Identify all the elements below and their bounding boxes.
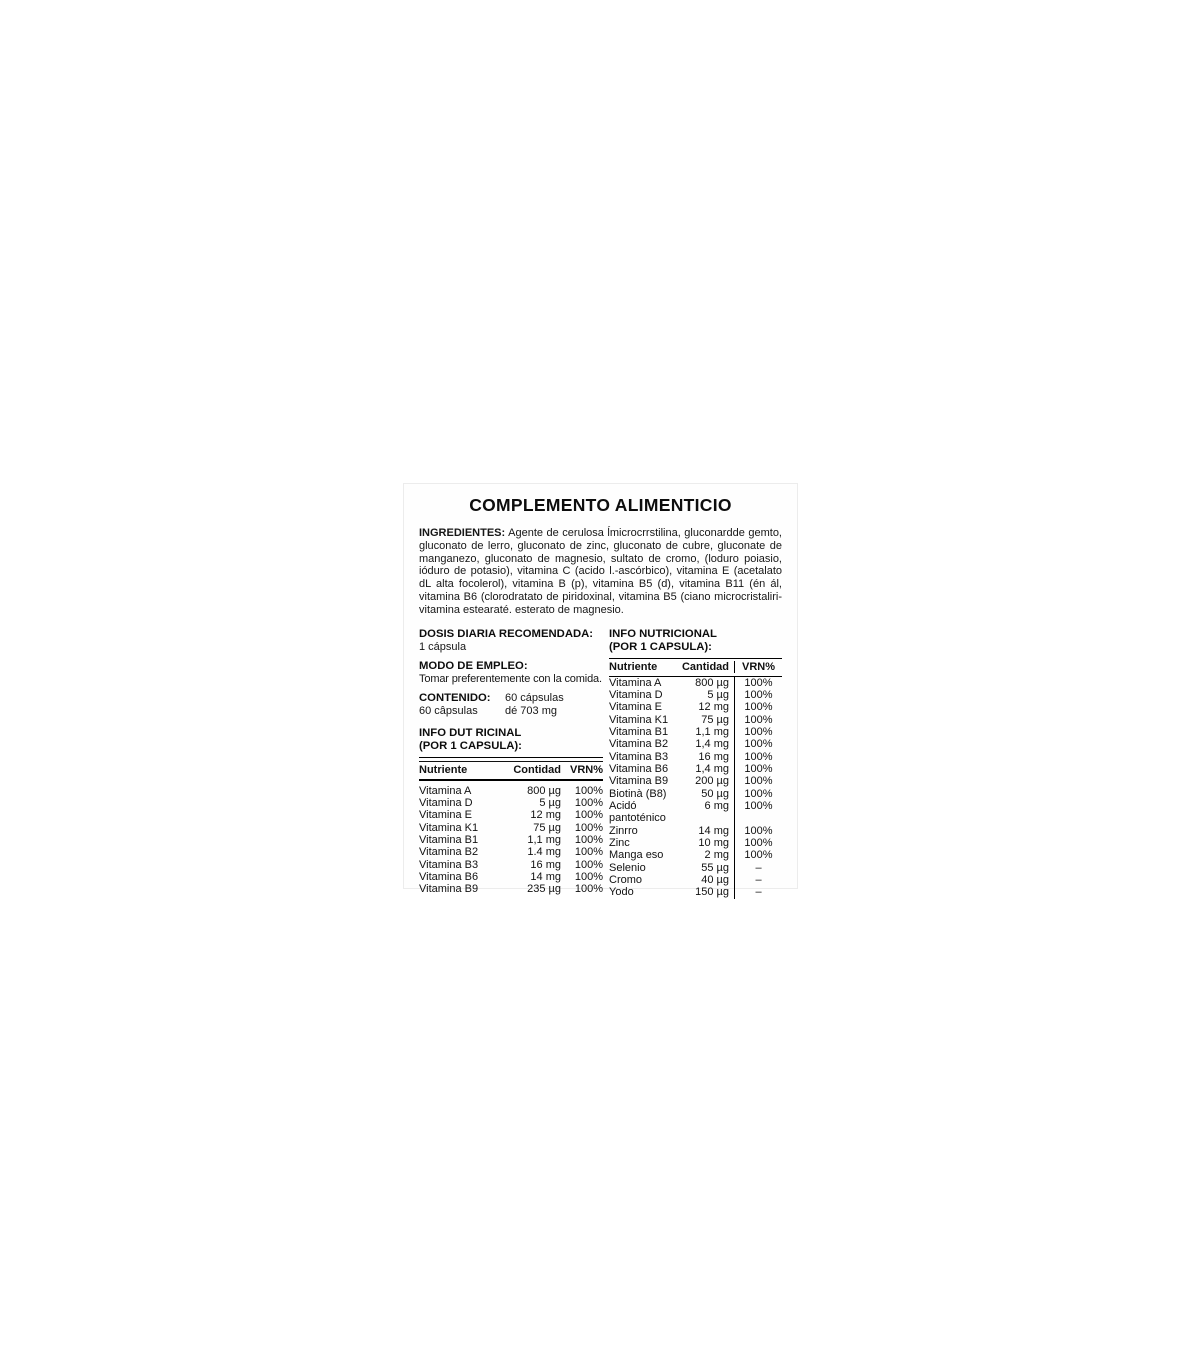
- nutrient-name: Acidó pantoténico: [609, 800, 666, 825]
- table-row: [609, 751, 782, 763]
- table-row: [609, 800, 782, 825]
- nutrient-amount: 1,4 mg: [695, 738, 729, 751]
- right-nutrition-table: [609, 628, 782, 899]
- nutrient-amount: 235 µg: [527, 883, 561, 896]
- table-row: [609, 775, 782, 787]
- nutrient-name: Vitamina B9: [609, 775, 669, 788]
- nutrient-name: Vitamina B3: [419, 858, 479, 871]
- nutrient-vrn: 100%: [734, 677, 782, 689]
- nutrient-amount: 12 mg: [698, 701, 729, 714]
- nutrient-name: Vitamina B2: [609, 738, 669, 751]
- nutrient-amount: 40 µg: [701, 874, 729, 887]
- nutrient-name: Vitamina B2: [419, 846, 479, 859]
- table-row: [419, 809, 603, 821]
- nutrient-amount: 1,1 mg: [695, 725, 729, 738]
- nutrient-vrn: 100%: [574, 858, 603, 871]
- header-cantidad: Cantidad: [681, 660, 729, 673]
- page-title: COMPLEMENTO ALIMENTICIO: [469, 495, 732, 515]
- nutrient-name: Cromo: [609, 874, 643, 887]
- nutrient-vrn: 100%: [734, 837, 782, 849]
- nutrient-vrn: 100%: [734, 763, 782, 775]
- table-header-row: [419, 762, 603, 781]
- nutrient-amount: 6 mg: [704, 800, 729, 813]
- nutrient-name: Vitamina B3: [609, 750, 669, 763]
- nutrient-vrn: 100%: [734, 825, 782, 837]
- contenido-block: [419, 692, 603, 718]
- nutrient-vrn: –: [734, 886, 782, 898]
- table-row: [419, 797, 603, 809]
- table-row: [419, 822, 603, 834]
- nutrient-amount: 16 mg: [698, 750, 729, 763]
- nutrient-name: Vitamina B9: [419, 883, 479, 896]
- nutrient-name: Biotinà (B8): [609, 787, 667, 800]
- left-nutrition-table: [419, 727, 603, 896]
- table-row: [609, 886, 782, 898]
- nutrient-vrn: 100%: [734, 714, 782, 726]
- ingredients-paragraph: [419, 527, 782, 617]
- right-table-body: [609, 677, 782, 899]
- table-row: [609, 825, 782, 837]
- nutrient-name: Vitamina B1: [419, 833, 479, 846]
- nutrient-vrn: 100%: [574, 784, 603, 797]
- modo-block: [419, 660, 603, 686]
- nutrient-amount: 1,1 mg: [527, 833, 561, 846]
- nutrient-name: Vitamina D: [609, 688, 663, 701]
- table-row: [609, 862, 782, 874]
- nutrient-amount: 800 µg: [527, 784, 561, 797]
- nutrient-vrn: 100%: [574, 883, 603, 896]
- nutrient-name: Yodo: [609, 886, 634, 899]
- table-row: [419, 871, 603, 883]
- nutrient-vrn: 100%: [734, 738, 782, 750]
- table-row: [609, 726, 782, 738]
- nutrient-vrn: 100%: [574, 846, 603, 859]
- nutrient-vrn: 100%: [574, 821, 603, 834]
- dosis-heading: DOSIS DIARIA RECOMENDADA:: [419, 627, 594, 640]
- nutrient-vrn: 100%: [574, 833, 603, 846]
- nutrient-name: Vitamina E: [419, 809, 472, 822]
- nutrient-name: Vitamina K1: [419, 821, 479, 834]
- nutrient-name: Vitamina D: [419, 796, 473, 809]
- right-table-title-line1: INFO NUTRICIONAL: [609, 627, 717, 640]
- nutrient-vrn: 100%: [574, 796, 603, 809]
- nutrient-amount: 14 mg: [530, 870, 561, 883]
- left-table-title: [419, 727, 603, 754]
- nutrient-amount: 55 µg: [701, 861, 729, 874]
- contenido-value-1: 60 cápsulas: [505, 691, 564, 704]
- nutrient-amount: 800 µg: [695, 676, 729, 689]
- nutrient-name: Vitamina B1: [609, 725, 669, 738]
- nutrient-vrn: –: [734, 874, 782, 886]
- header-vrn: VRN%: [569, 763, 603, 776]
- nutrient-name: Vitamina B6: [609, 762, 669, 775]
- nutrient-amount: 5 µg: [707, 688, 729, 701]
- table-row: [609, 763, 782, 775]
- nutrient-name: Vitamina A: [419, 784, 472, 797]
- header-nutriente: Nutriente: [419, 763, 468, 776]
- nutrient-amount: 14 mg: [698, 824, 729, 837]
- nutrient-vrn: 100%: [734, 751, 782, 763]
- nutrient-vrn: 100%: [734, 788, 782, 800]
- nutrient-vrn: 100%: [734, 849, 782, 861]
- nutrient-vrn: 100%: [574, 809, 603, 822]
- right-table-title: [609, 628, 782, 655]
- modo-heading: MODO DE EMPLEO:: [419, 659, 528, 672]
- ingredients-text: Agente de cerulosa ĺmicrocrrstilina, gluconardde gemto, gluconato de lerro, gluconato de zinc, gluconato de cubre, gluconate de manganezo, gluconato de magnesio, sultato de cromo, (loduro poiasio, ióduro de potasio), vitamina C (acido l.-ascórbico), vitamina E (acetalato dL alta focolerol), vitamina B (p), vitamina B5 (d), vitamina B11 (én ál, vitamina B6 (clorodratato de piridoxinal, vitamina B5 (ciano microcristaliri- vitamina estearaté. esterato de magnesio.: [419, 527, 782, 616]
- table-row: [609, 874, 782, 886]
- nutrient-vrn: 100%: [734, 726, 782, 738]
- nutrient-vrn: 100%: [574, 870, 603, 883]
- left-column: [419, 628, 603, 899]
- modo-value: Tomar preferentemente con la comida.: [419, 672, 602, 685]
- table-row: [609, 788, 782, 800]
- nutrient-name: Selenio: [609, 861, 646, 874]
- nutrient-amount: 75 µg: [533, 821, 561, 834]
- nutrient-amount: 10 mg: [698, 837, 729, 850]
- nutrient-vrn: 100%: [734, 701, 782, 713]
- nutrient-amount: 200 µg: [695, 775, 729, 788]
- table-row: [419, 785, 603, 797]
- table-row: [419, 846, 603, 858]
- nutrient-amount: 1,4 mg: [695, 762, 729, 775]
- nutrient-amount: 150 µg: [695, 886, 729, 899]
- supplement-label: [403, 483, 798, 899]
- nutrient-amount: 2 mg: [704, 849, 729, 862]
- nutrient-amount: 12 mg: [530, 809, 561, 822]
- table-row: [609, 714, 782, 726]
- ingredients-label: INGREDIENTES:: [419, 527, 506, 539]
- table-row: [609, 849, 782, 861]
- table-row: [609, 677, 782, 689]
- nutrient-vrn: 100%: [734, 689, 782, 701]
- nutrient-name: Zinrro: [609, 824, 638, 837]
- two-column-area: [419, 628, 782, 899]
- table-row: [609, 689, 782, 701]
- dosis-value: 1 cápsula: [419, 640, 467, 653]
- nutrient-amount: 50 µg: [701, 787, 729, 800]
- nutrient-vrn: 100%: [734, 800, 782, 825]
- left-table-body: [419, 785, 603, 896]
- nutrient-amount: 1.4 mg: [527, 846, 561, 859]
- nutrient-amount: 5 µg: [539, 796, 561, 809]
- right-column: [609, 628, 782, 899]
- nutrient-vrn: 100%: [734, 775, 782, 787]
- right-table-title-line2: (POR 1 CAPSULA):: [609, 641, 712, 654]
- nutrient-name: Manga eso: [609, 849, 664, 862]
- dosis-block: [419, 628, 603, 654]
- nutrient-amount: 75 µg: [701, 713, 729, 726]
- table-row: [609, 738, 782, 750]
- header-nutriente: Nutriente: [609, 660, 658, 673]
- contenido-value-2: 60 câpsulas: [419, 704, 478, 717]
- header-cantidad: Contidad: [513, 763, 561, 776]
- table-row: [419, 859, 603, 871]
- nutrient-name: Vitamina B6: [419, 870, 479, 883]
- nutrient-name: Zinc: [609, 837, 630, 850]
- table-row: [609, 701, 782, 713]
- left-table-title-line2: (POR 1 CAPSULA):: [419, 740, 522, 753]
- table-row: [609, 837, 782, 849]
- nutrient-vrn: –: [734, 862, 782, 874]
- header-vrn: VRN%: [734, 661, 782, 673]
- contenido-value-3: dé 703 mg: [505, 704, 557, 717]
- nutrient-name: Vitamina A: [609, 676, 662, 689]
- table-header-row: [609, 659, 782, 677]
- nutrient-name: Vitamina E: [609, 701, 662, 714]
- nutrient-amount: 16 mg: [530, 858, 561, 871]
- table-row: [419, 883, 603, 895]
- table-row: [419, 834, 603, 846]
- contenido-heading: CONTENIDO:: [419, 691, 491, 704]
- nutrient-name: Vitamina K1: [609, 713, 669, 726]
- left-table-title-line1: INFO DUT RICINAL: [419, 726, 522, 739]
